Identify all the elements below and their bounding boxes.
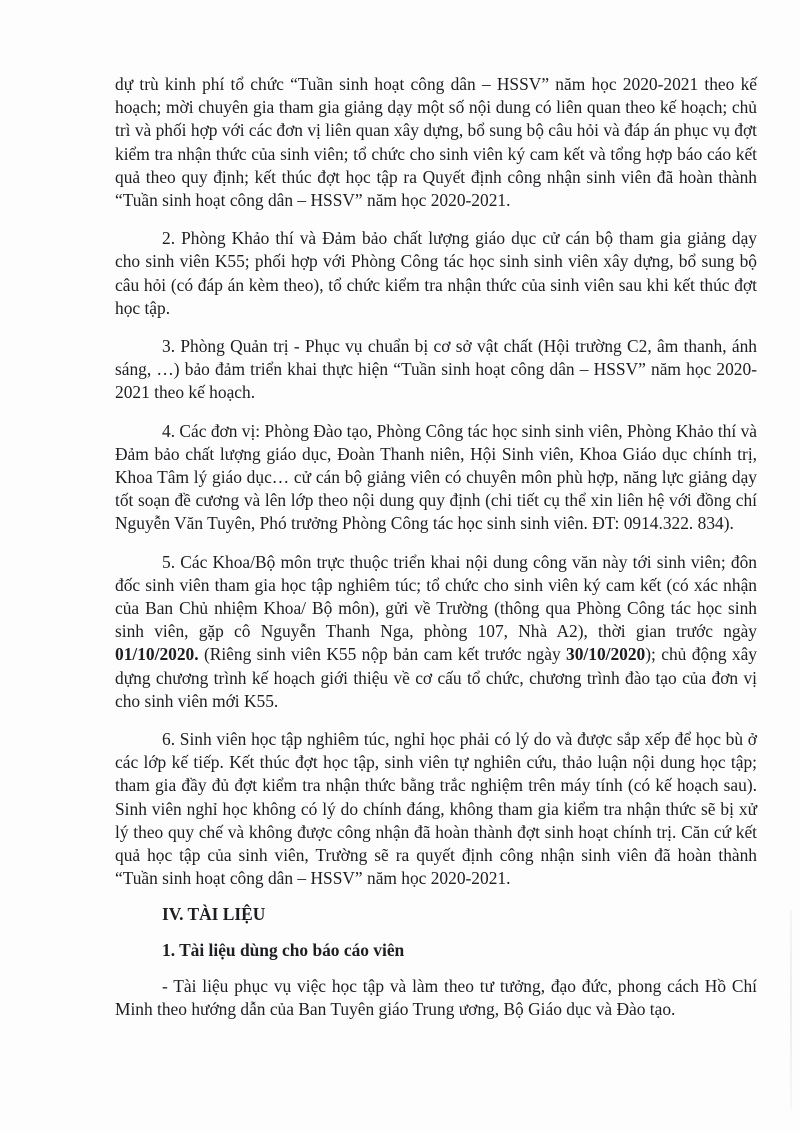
paragraph-5-text-3: ); chủ động xây dựng chương trình kế hoạch giới thiệu về cơ cấu tổ chức, chương trình đào tạo của đơn vị cho sinh viên mới K55. xyxy=(115,644,757,711)
deadline-date-1: 01/10/2020. xyxy=(115,644,199,665)
paragraph-5 xyxy=(115,551,757,713)
paragraph-6: 6. Sinh viên học tập nghiêm túc, nghỉ học phải có lý do và được sắp xếp để học bù ở các lớp kế tiếp. Kết thúc đợt học tập, sinh viên tự nghiên cứu, thảo luận nội dung học tập; tham gia đầy đủ đợt kiểm tra nhận thức bằng trắc nghiệm trên máy tính (có kế hoạch sau). Sinh viên nghỉ học không có lý do chính đáng, không tham gia kiểm tra nhận thức sẽ bị xử lý theo quy chế và không được công nhận đã hoàn thành đợt sinh hoạt chính trị. Căn cứ kết quả học tập của sinh viên, Trường sẽ ra quyết định công nhận sinh viên đã hoàn thành “Tuần sinh hoạt công dân – HSSV” năm học 2020-2021. xyxy=(115,729,757,889)
paragraph-intro: dự trù kinh phí tổ chức “Tuần sinh hoạt công dân – HSSV” năm học 2020-2021 theo kế hoạch; mời chuyên gia tham gia giảng dạy một số nội dung có liên quan theo kế hoạch; chủ trì và phối hợp với các đơn vị liên quan xây dựng, bổ sung bộ câu hỏi và đáp án phục vụ đợt kiểm tra nhận thức của sinh viên; tổ chức cho sinh viên ký cam kết và tổng hợp báo cáo kết quả theo quy định; kết thúc đợt học tập ra Quyết định công nhận sinh viên đã hoàn thành “Tuần sinh hoạt công dân – HSSV” năm học 2020-2021. xyxy=(115,74,757,211)
paragraph-last: - Tài liệu phục vụ việc học tập và làm theo tư tưởng, đạo đức, phong cách Hồ Chí Minh theo hướng dẫn của Ban Tuyên giáo Trung ương, Bộ Giáo dục và Đào tạo. xyxy=(115,975,757,1020)
paragraph-5-text-2: (Riêng sinh viên K55 nộp bản cam kết trước ngày xyxy=(198,644,567,665)
document-body xyxy=(115,73,757,1036)
paragraph-3: 3. Phòng Quản trị - Phục vụ chuẩn bị cơ sở vật chất (Hội trường C2, âm thanh, ánh sáng, …) bảo đảm triển khai thực hiện “Tuần sinh hoạt công dân – HSSV” năm học 2020-2021 theo kế hoạch. xyxy=(115,336,757,403)
paragraph-5-text-1: 5. Các Khoa/Bộ môn trực thuộc triển khai nội dung công văn này tới sinh viên; đôn đốc sinh viên tham gia học tập nghiêm túc; tổ chức cho sinh viên ký cam kết (có xác nhận của Ban Chủ nhiệm Khoa/ Bộ môn), gửi về Trường (thông qua Phòng Công tác học sinh sinh viên, gặp cô Nguyễn Thanh Nga, phòng 107, Nhà A2), thời gian trước ngày xyxy=(115,551,757,642)
paragraph-2: 2. Phòng Khảo thí và Đảm bảo chất lượng giáo dục cử cán bộ tham gia giảng dạy cho sinh viên K55; phối hợp với Phòng Công tác học sinh sinh viên xây dựng, bổ sung bộ câu hỏi (có đáp án kèm theo), tổ chức kiểm tra nhận thức của sinh viên sau khi kết thúc đợt học tập. xyxy=(115,228,757,318)
section-heading: IV. TÀI LIỆU xyxy=(162,903,266,924)
scan-edge-shadow xyxy=(790,910,792,1110)
deadline-date-2: 30/10/2020 xyxy=(566,644,646,665)
paragraph-4: 4. Các đơn vị: Phòng Đào tạo, Phòng Công tác học sinh sinh viên, Phòng Khảo thí và Đảm bảo chất lượng giáo dục, Đoàn Thanh niên, Hội Sinh viên, Khoa Giáo dục chính trị, Khoa Tâm lý giáo dục… cử cán bộ giảng viên có chuyên môn phù hợp, năng lực giảng dạy tốt soạn đề cương và lên lớp theo nội dung quy định (chi tiết cụ thể xin liên hệ với đồng chí Nguyễn Văn Tuyên, Phó trưởng Phòng Công tác học sinh sinh viên. ĐT: 0914.322. 834). xyxy=(115,420,757,534)
subsection-heading: 1. Tài liệu dùng cho báo cáo viên xyxy=(162,939,405,960)
